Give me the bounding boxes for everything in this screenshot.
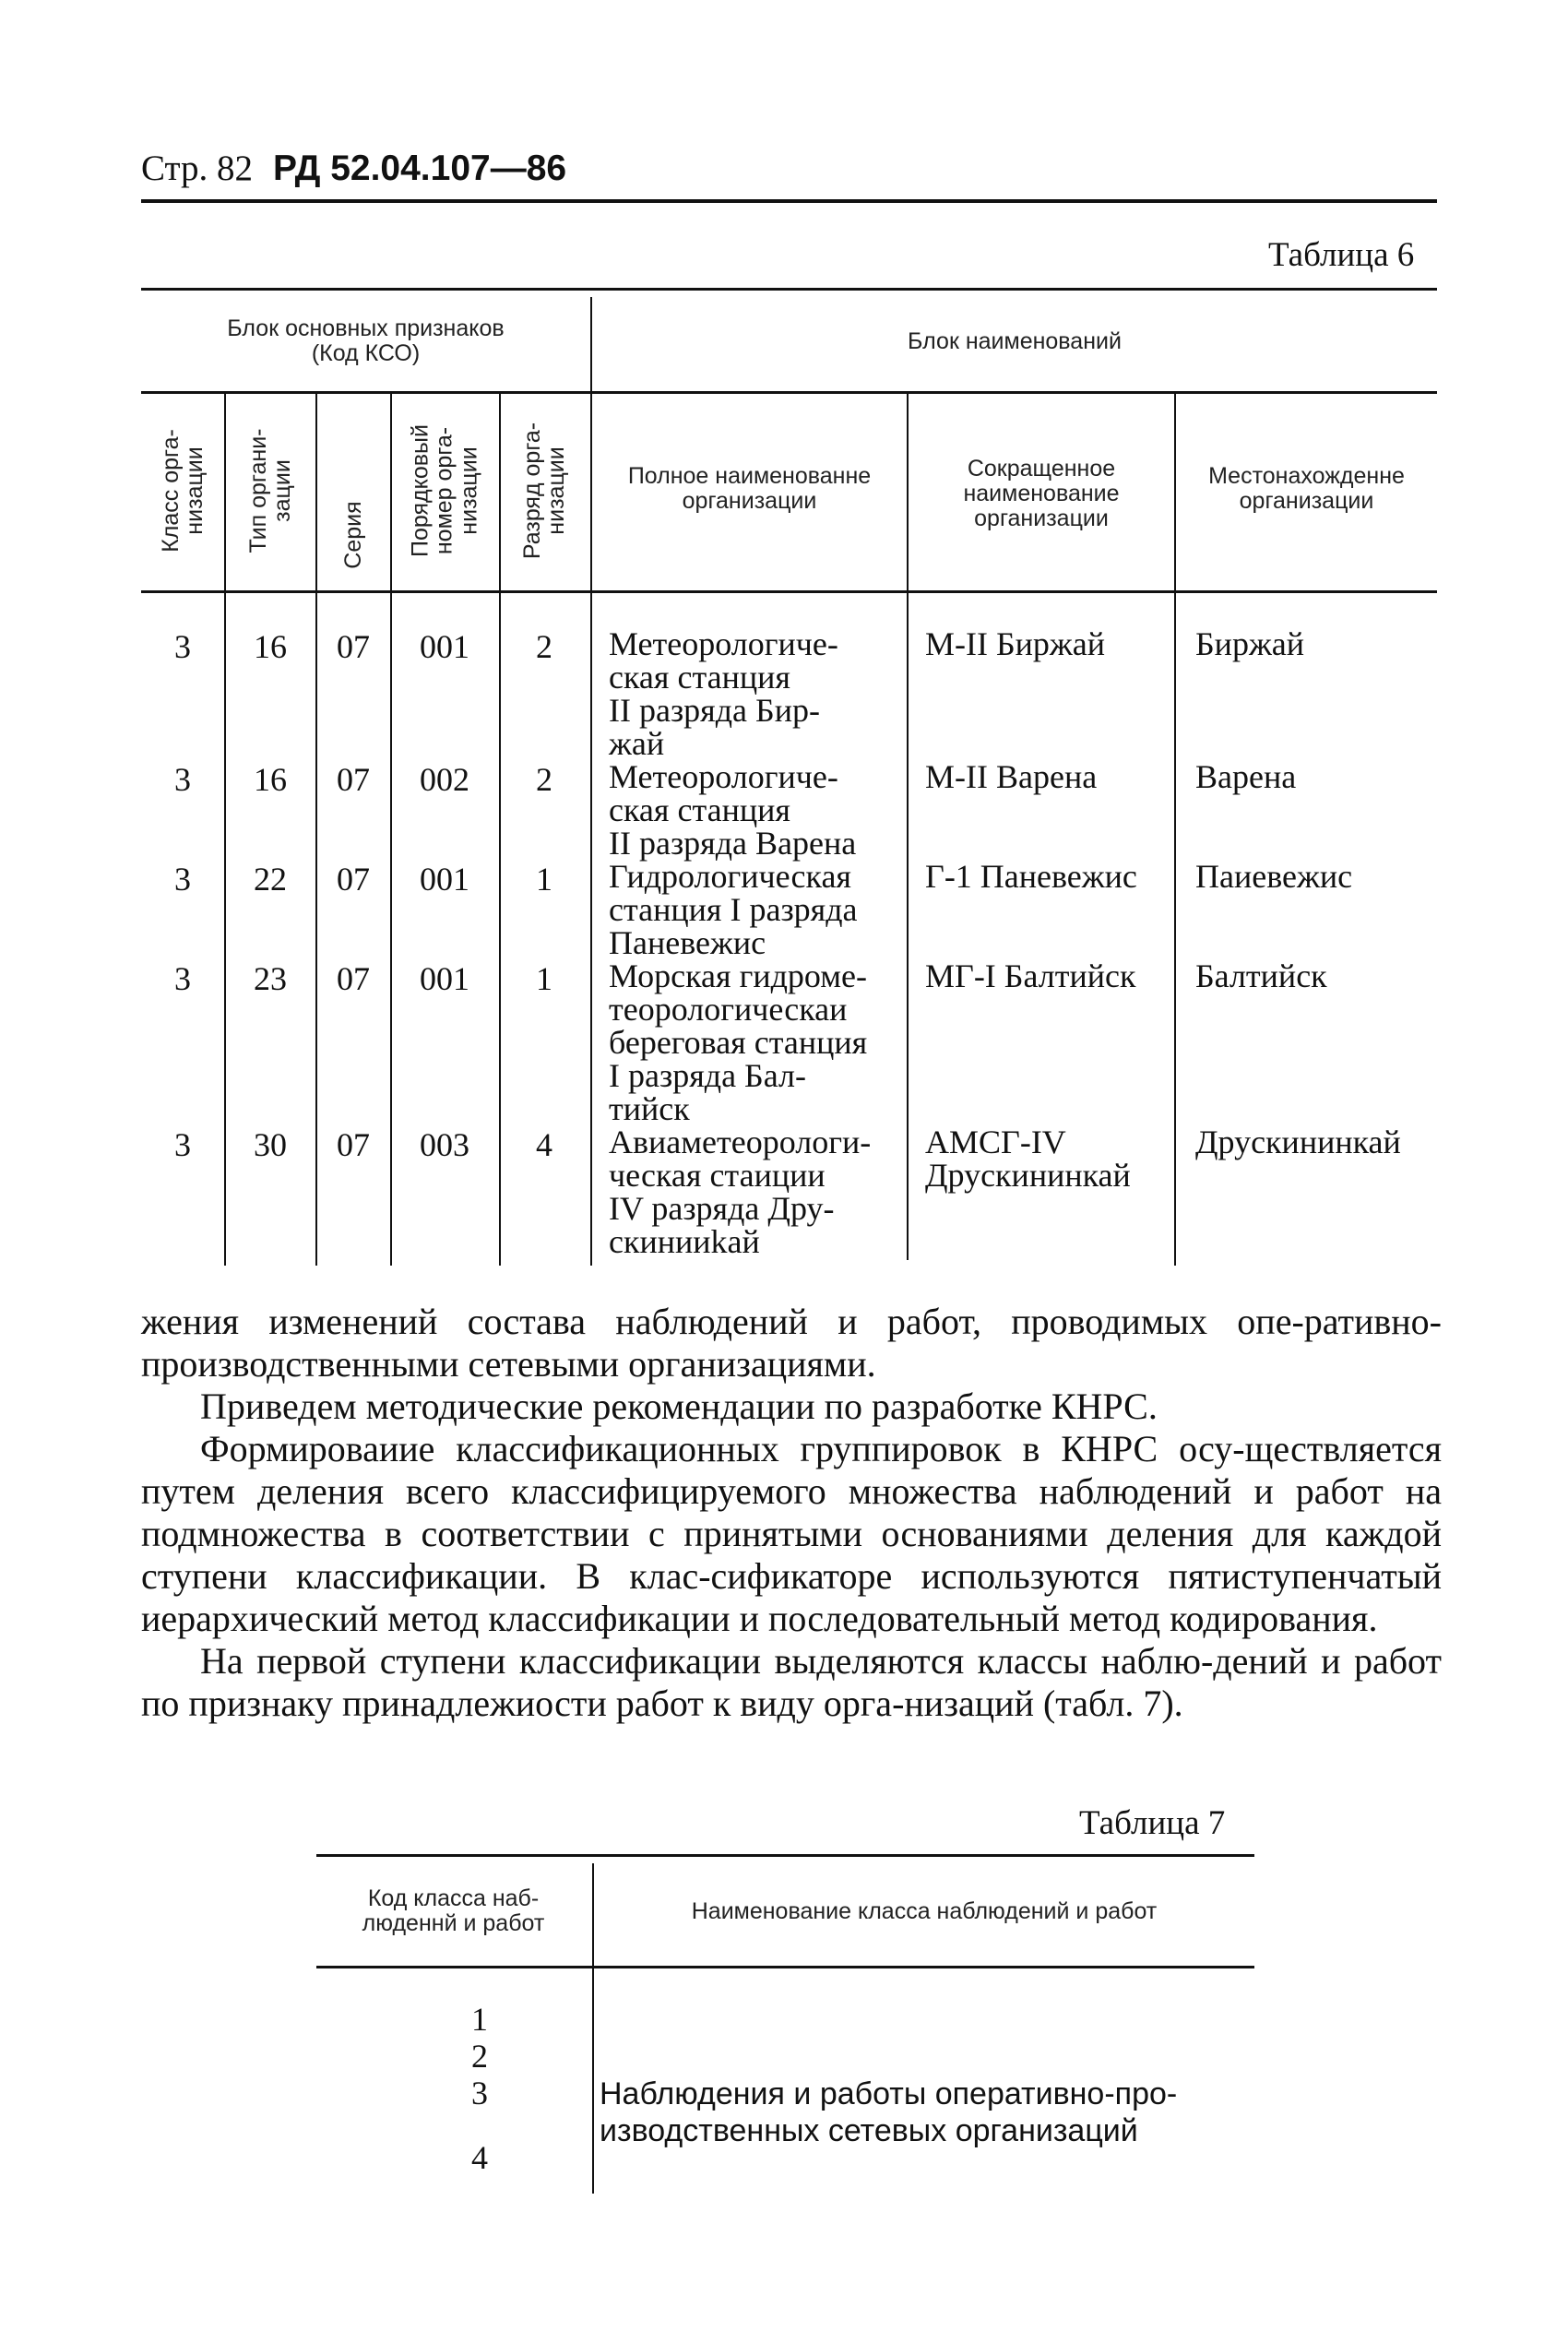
cell-number: 001 [420, 960, 469, 997]
col-header-series: Серия [339, 501, 366, 569]
table7-caption: Таблица 7 [1079, 1804, 1226, 1842]
cell-location: Друскининкай [1195, 1124, 1401, 1160]
page-header [141, 148, 566, 189]
cell-type: 16 [254, 761, 287, 798]
cell-rank: 1 [536, 861, 552, 898]
table7-col-name: Наименование класса наблюдений и работ [691, 1897, 1158, 1924]
col-header-short-name: Сокращенное наименование организации [963, 455, 1120, 531]
table7-class-name: Наблюдения и работы оперативно-про- изводственных сетевых организаций [600, 2076, 1178, 2148]
cell-class: 3 [174, 861, 191, 898]
cell-rank: 4 [536, 1126, 552, 1163]
cell-location: Биржай [1195, 625, 1305, 662]
cell-full-name: Метеорологиче- ская станция II разряда Варена [609, 758, 857, 862]
table6-col-divider [499, 393, 501, 1266]
header-rule [141, 199, 1437, 203]
cell-number: 002 [420, 761, 469, 798]
table6-col-divider [224, 393, 226, 1266]
col-header-type: Тип органи- зации [244, 428, 295, 553]
cell-rank: 2 [536, 761, 552, 798]
table7-code: 4 [471, 2139, 488, 2176]
table7-top-rule [316, 1854, 1254, 1857]
table7-col-code: Код класса наб- люденнй и работ [362, 1885, 545, 1936]
cell-class: 3 [174, 628, 191, 665]
cell-full-name: Авиаметеорологи- ческая стаиции IV разряда Дру- скинииkай [609, 1124, 872, 1260]
paragraph: Приведем методические рекомендации по разработке КНРС. [200, 1386, 1158, 1427]
cell-short-name: АМСГ-IV Друскининкай [925, 1124, 1131, 1194]
table7-header-rule [316, 1966, 1254, 1968]
cell-number: 001 [420, 861, 469, 898]
cell-series: 07 [337, 761, 370, 798]
cell-short-name: М-II Варена [925, 758, 1098, 795]
cell-location: Варена [1195, 758, 1297, 795]
table6-group-main: Блок основных признаков (Код КСО) [227, 315, 505, 366]
col-header-rank: Разряд орга- низации [518, 422, 569, 560]
table6-caption: Таблица 6 [1268, 236, 1415, 274]
col-header-number: Порядковый номер орга- низации [407, 424, 482, 557]
table6-header-rule [141, 590, 1437, 593]
cell-class: 3 [174, 1126, 191, 1163]
cell-location: Балтийск [1195, 957, 1327, 994]
cell-full-name: Метеорологиче- ская станция II разряда Бир- жай [609, 625, 838, 762]
cell-short-name: МГ-I Балтийск [925, 957, 1136, 994]
cell-type: 16 [254, 628, 287, 665]
cell-class: 3 [174, 960, 191, 997]
paragraph: жения изменений состава наблюдений и работ, проводимых опе-ративно-производственными сетевыми организациями. [141, 1301, 1442, 1385]
table6-top-rule [141, 288, 1437, 291]
cell-type: 22 [254, 861, 287, 898]
table7-code: 1 [471, 2001, 488, 2038]
table7-code: 3 [471, 2075, 488, 2111]
cell-number: 001 [420, 628, 469, 665]
body-text [141, 1301, 1442, 1725]
cell-class: 3 [174, 761, 191, 798]
cell-rank: 1 [536, 960, 552, 997]
cell-series: 07 [337, 861, 370, 898]
table6-group-names: Блок наименований [908, 327, 1122, 354]
cell-short-name: Г-1 Паневежис [925, 858, 1137, 895]
table7-code: 2 [471, 2038, 488, 2075]
cell-rank: 2 [536, 628, 552, 665]
cell-full-name: Морская гидроме- теорологическаи береговая станция I разряда Бал- тийск [609, 957, 868, 1127]
table6-group-rule [141, 391, 1437, 394]
cell-series: 07 [337, 1126, 370, 1163]
paragraph: Формироваиие классификационных группировок в КНРС осу-ществляется путем деления всего классифицируемого множества наблюдений и работ на подмножества в соответствии с принятыми основаниями деления для каждой ступени классификации. В клас-сификаторе используются пятиступенчатый иерархический метод классификации и последовательный метод кодирования. [141, 1428, 1442, 1639]
cell-number: 003 [420, 1126, 469, 1163]
page-number: Стр. 82 [141, 149, 254, 188]
col-header-class: Класс орга- низации [157, 429, 208, 553]
cell-series: 07 [337, 628, 370, 665]
cell-location: Паиевежис [1195, 858, 1353, 895]
col-header-full-name: Полное наименованне организации [627, 463, 872, 514]
cell-full-name: Гидрологическая станция I разряда Паневежис [609, 858, 858, 961]
cell-type: 30 [254, 1126, 287, 1163]
paragraph: На первой ступени классификации выделяются классы наблю-дений и работ по признаку принадлежиости работ к виду орга-низаций (табл. 7). [141, 1640, 1442, 1724]
col-header-location: Местонахожденне организации [1208, 463, 1405, 514]
cell-type: 23 [254, 960, 287, 997]
cell-short-name: М-II Биржай [925, 625, 1106, 662]
document-code: РД 52.04.107—86 [273, 149, 567, 188]
cell-series: 07 [337, 960, 370, 997]
